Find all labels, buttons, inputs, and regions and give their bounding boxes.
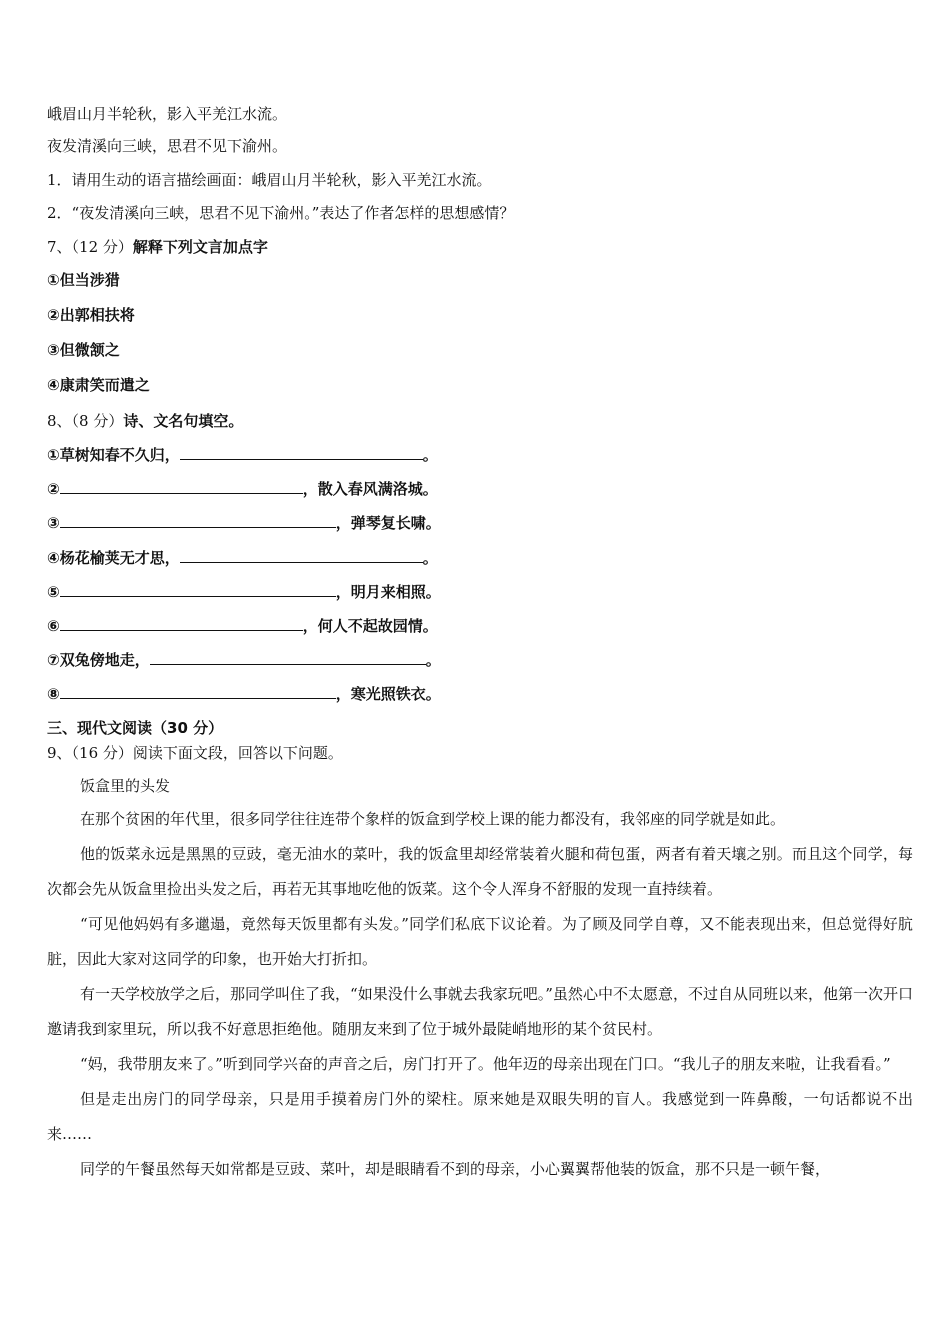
q7-item-1: ①但当涉猎 — [47, 271, 120, 289]
poem-line-2: 夜发清溪向三峡，思君不见下渝州。 — [47, 137, 288, 155]
q8-item-2 — [47, 479, 438, 499]
fill-suffix: ，弹琴复长啸。 — [335, 514, 441, 532]
story-title: 饭盒里的头发 — [80, 777, 171, 795]
poem-line-1: 峨眉山月半轮秋，影入平羌江水流。 — [47, 105, 288, 123]
fill-suffix: 。 — [425, 651, 441, 669]
q7-heading — [47, 237, 268, 257]
fill-prefix: ④杨花榆荚无才思， — [47, 549, 180, 567]
fill-blank[interactable] — [60, 684, 336, 699]
fill-suffix: 。 — [422, 549, 438, 567]
fill-suffix: ，明月来相照。 — [335, 583, 441, 601]
q7-prefix: 7、（12 分） — [47, 238, 133, 256]
fill-suffix: ，寒光照铁衣。 — [335, 685, 441, 703]
fill-suffix: 。 — [422, 446, 438, 464]
story-paragraph: 同学的午餐虽然每天如常都是豆豉、菜叶，却是眼睛看不到的母亲，小心翼翼帮他装的饭盒，那不只是一顿午餐， — [80, 1160, 831, 1178]
story-paragraph: 但是走出房门的同学母亲，只是用手摸着房门外的梁柱。原来她是双眼失明的盲人。我感觉到一阵鼻酸，一句话都说不出来…… — [47, 1090, 913, 1143]
q6-item-2: 2．“夜发清溪向三峡，思君不见下渝州。”表达了作者怎样的思想感情？ — [47, 204, 515, 222]
fill-prefix: ③ — [47, 514, 60, 532]
fill-suffix: ，何人不起故园情。 — [302, 617, 438, 635]
q8-item-1 — [47, 445, 438, 465]
q8-item-6 — [47, 616, 438, 636]
fill-blank[interactable] — [60, 616, 303, 631]
fill-blank[interactable] — [150, 650, 426, 665]
story-body — [47, 802, 913, 1187]
q8-item-8 — [47, 684, 441, 704]
q8-item-4 — [47, 548, 438, 568]
fill-blank[interactable] — [60, 513, 336, 528]
q7-item-3: ③但微颔之 — [47, 341, 120, 359]
fill-prefix: ⑥ — [47, 617, 60, 635]
fill-blank[interactable] — [180, 445, 423, 460]
q8-item-5 — [47, 582, 441, 602]
fill-blank[interactable] — [180, 548, 423, 563]
q9-intro: 9、（16 分）阅读下面文段，回答以下问题。 — [47, 744, 343, 762]
q8-item-7 — [47, 650, 441, 670]
section-heading: 三、现代文阅读（30 分） — [47, 719, 224, 737]
q8-heading — [47, 411, 243, 431]
q7-item-4: ④康肃笑而遣之 — [47, 376, 150, 394]
q8-prefix: 8、（8 分） — [47, 412, 124, 430]
q6-item-1: 1．请用生动的语言描绘画面：峨眉山月半轮秋，影入平羌江水流。 — [47, 171, 492, 189]
story-paragraph: 他的饭菜永远是黑黑的豆豉，毫无油水的菜叶，我的饭盒里却经常装着火腿和荷包蛋，两者有着天壤之别。而且这个同学，每次都会先从饭盒里捡出头发之后，再若无其事地吃他的饭菜。这个令人浑身不舒服的发现一直持续着。 — [47, 845, 913, 898]
fill-blank[interactable] — [60, 582, 336, 597]
fill-prefix: ② — [47, 480, 60, 498]
q7-item-2: ②出郭相扶将 — [47, 306, 135, 324]
fill-prefix: ⑦双兔傍地走， — [47, 651, 150, 669]
q8-title: 诗、文名句填空。 — [123, 412, 244, 430]
story-paragraph: 在那个贫困的年代里，很多同学往往连带个象样的饭盒到学校上课的能力都没有，我邻座的同学就是如此。 — [80, 810, 786, 828]
fill-suffix: ，散入春风满洛城。 — [302, 480, 438, 498]
fill-prefix: ①草树知春不久归， — [47, 446, 180, 464]
story-paragraph: “可见他妈妈有多邋遢，竟然每天饭里都有头发。”同学们私底下议论着。为了顾及同学自尊，又不能表现出来，但总觉得好肮脏，因此大家对这同学的印象，也开始大打折扣。 — [47, 915, 913, 968]
fill-prefix: ⑤ — [47, 583, 60, 601]
fill-prefix: ⑧ — [47, 685, 60, 703]
story-paragraph: “妈，我带朋友来了。”听到同学兴奋的声音之后，房门打开了。他年迈的母亲出现在门口。“我儿子的朋友来啦，让我看看。” — [80, 1055, 891, 1073]
story-paragraph: 有一天学校放学之后，那同学叫住了我，“如果没什么事就去我家玩吧。”虽然心中不太愿意，不过自从同班以来，他第一次开口邀请我到家里玩，所以我不好意思拒绝他。随朋友来到了位于城外最陡峭地形的某个贫民村。 — [47, 985, 913, 1038]
fill-blank[interactable] — [60, 479, 303, 494]
q7-title: 解释下列文言加点字 — [132, 238, 268, 256]
q8-item-3 — [47, 513, 441, 533]
